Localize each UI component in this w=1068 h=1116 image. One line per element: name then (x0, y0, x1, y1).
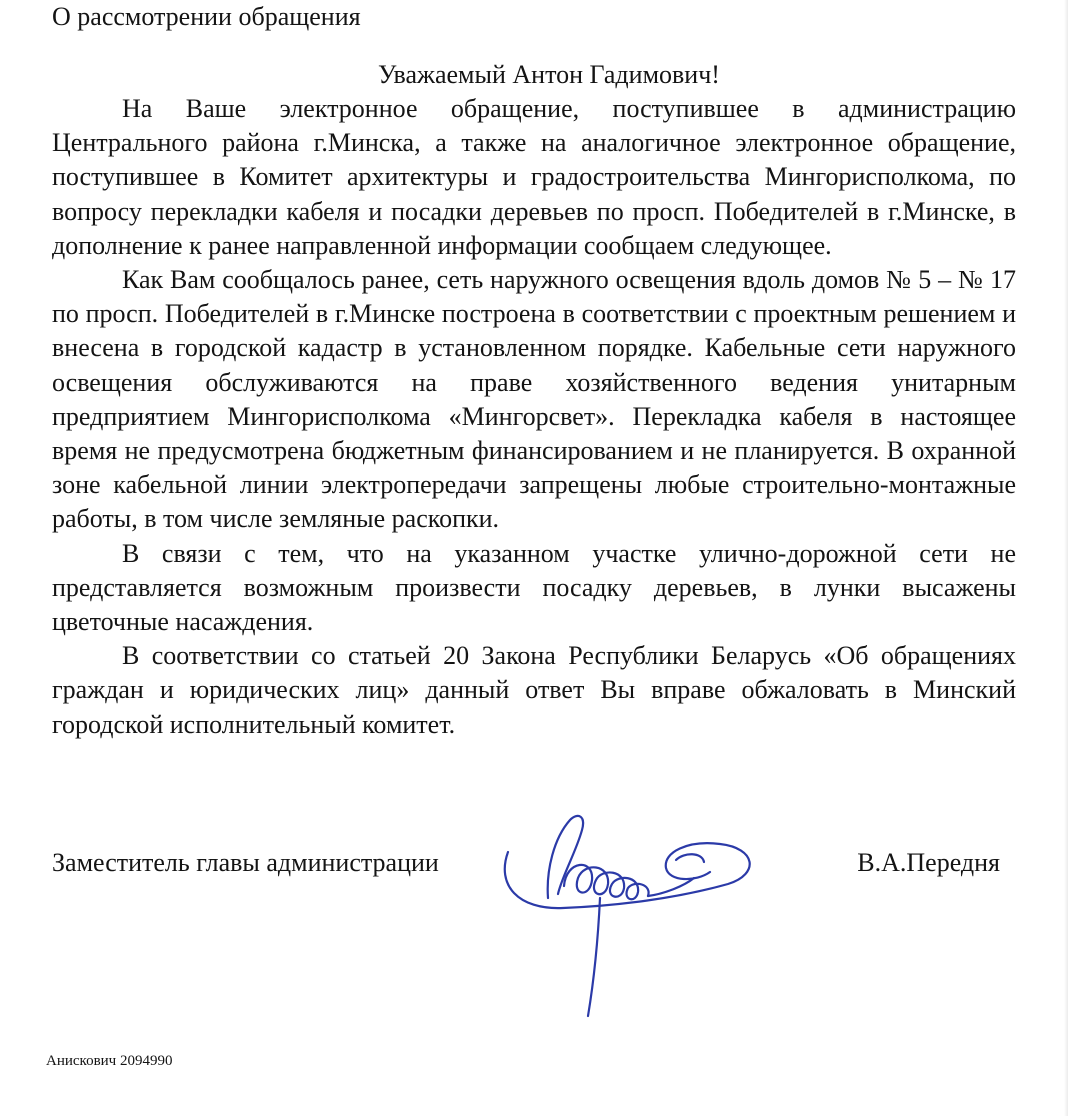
salutation: Уважаемый Антон Гадимович! (378, 60, 720, 89)
executor-info: Анискович 2094990 (46, 1053, 173, 1069)
signer-title: Заместитель главы администрации (52, 848, 439, 877)
paragraph-2: Как Вам сообщалось ранее, сеть наружного освещения вдоль домов № 5 – № 17 по просп. Победителей в г.Минске построена в соответствии с проектным решением и внесена в городской кадастр в установленном порядке. Кабельные сети наружного освещения обслуживаются на праве хозяйственного ведения унитарным предприятием Мингорисполкома «Мингорсвет». Перекладка кабеля в настоящее время не предусмотрена бюджетным финансированием и не планируется. В охранной зоне кабельной линии электропередачи запрещены любые строительно-монтажные работы, в том числе земляные раскопки. (52, 265, 1016, 534)
paragraph-4: В соответствии со статьей 20 Закона Республики Беларусь «Об обращениях граждан и юридических лиц» данный ответ Вы вправе обжаловать в Минский городской исполнительный комитет. (52, 641, 1016, 739)
page-edge-shadow (1064, 0, 1068, 1116)
letter-body (52, 92, 1016, 742)
paragraph-1: На Ваше электронное обращение, поступившее в администрацию Центрального района г.Минска, а также на аналогичное электронное обращение, поступившее в Комитет архитектуры и градостроительства Мингорисполкома, по вопросу перекладки кабеля и посадки деревьев по просп. Победителей в г.Минске, в дополнение к ранее направленной информации сообщаем следующее. (52, 94, 1016, 260)
letter-subject: О рассмотрении обращения (52, 2, 361, 31)
signer-name: В.А.Передня (857, 848, 1000, 877)
paragraph-3: В связи с тем, что на указанном участке улично-дорожной сети не представляется возможным произвести посадку деревьев, в лунки высажены цветочные насаждения. (52, 538, 1016, 637)
handwritten-signature (488, 790, 768, 1030)
